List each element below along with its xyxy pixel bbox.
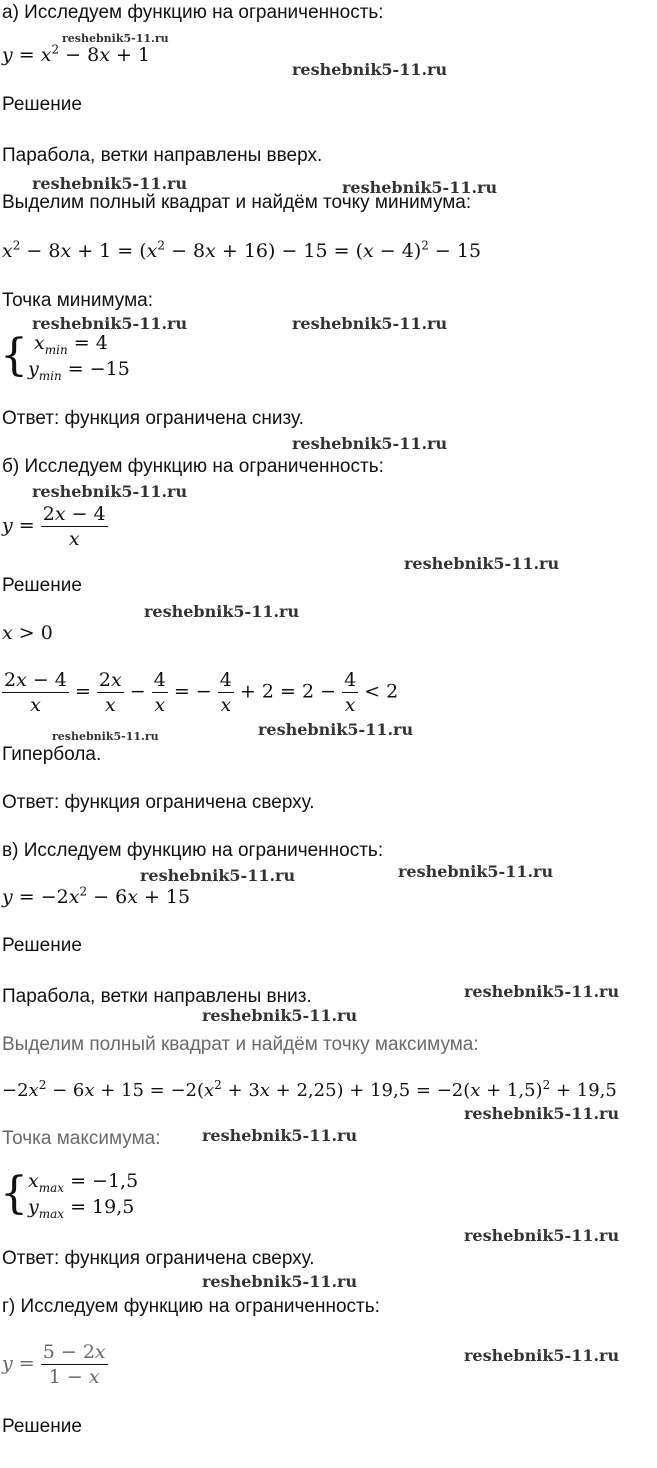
text-complete-square-min: Выделим полный квадрат и найдём точку минимума: xyxy=(2,192,472,213)
answer-v: Ответ: функция ограничена сверху. xyxy=(2,1248,315,1269)
answer-a: Ответ: функция ограничена снизу. xyxy=(2,408,304,429)
watermark-text: reshebnik5-11.ru xyxy=(292,434,448,453)
watermark-text: reshebnik5-11.ru xyxy=(52,730,159,743)
heading-v: в) Исследуем функцию на ограниченность: xyxy=(2,840,384,861)
function-g: y = $\frac{5 - 2x}{1 - x}$ xyxy=(2,1341,106,1388)
function-b: y = $\frac{2x - 4}{x}$ xyxy=(2,503,106,550)
function-v: $y = -2x^2 - 6x + 15$ xyxy=(2,884,191,908)
watermark-text: reshebnik5-11.ru xyxy=(32,482,188,501)
min-point-label: Точка минимума: xyxy=(2,290,153,311)
watermark-text: reshebnik5-11.ru xyxy=(258,720,414,739)
equation-a: $x^2 - 8x + 1 = (x^2 - 8x + 16) - 15 = (x - 4)^2 - 15$ xyxy=(2,238,482,262)
watermark-text: reshebnik5-11.ru xyxy=(202,1006,358,1025)
watermark-text: reshebnik5-11.ru xyxy=(144,602,300,621)
solution-label-a: Решение xyxy=(2,94,82,115)
watermark-text: reshebnik5-11.ru xyxy=(32,174,188,193)
watermark-text: reshebnik5-11.ru xyxy=(292,314,448,333)
solution-label-b: Решение xyxy=(2,575,82,596)
watermark-text: reshebnik5-11.ru xyxy=(464,1226,620,1245)
heading-b: б) Исследуем функцию на ограниченность: xyxy=(2,456,384,477)
equation-b: $\frac{2x - 4}{x}$ = $\frac{2x}{x}$ − $\frac{4}{x}$ = − $\frac{4}{x}$ + 2 = 2 − $\frac{4}{x}$ < 2 xyxy=(4,669,399,716)
text-complete-square-max: Выделим полный квадрат и найдём точку максимума: xyxy=(2,1034,479,1055)
text-parabola-down: Парабола, ветки направлены вниз. xyxy=(2,986,312,1007)
max-point-label: Точка максимума: xyxy=(2,1128,161,1149)
watermark-text: reshebnik5-11.ru xyxy=(464,1104,620,1123)
answer-b: Ответ: функция ограничена сверху. xyxy=(2,792,315,813)
watermark-text: reshebnik5-11.ru xyxy=(464,1346,620,1365)
system-min: { $x_{min} = 4$ $y_{min} = -15$ xyxy=(0,330,130,383)
heading-g: г) Исследуем функцию на ограниченность: xyxy=(2,1296,380,1317)
watermark-text: reshebnik5-11.ru xyxy=(404,554,560,573)
text-parabola-up: Парабола, ветки направлены вверх. xyxy=(2,145,323,166)
watermark-text: reshebnik5-11.ru xyxy=(202,1126,358,1145)
watermark-text: reshebnik5-11.ru xyxy=(464,982,620,1001)
watermark-text: reshebnik5-11.ru xyxy=(398,862,554,881)
text-hyperbola: Гипербола. xyxy=(2,744,102,765)
watermark-text: reshebnik5-11.ru xyxy=(32,314,188,333)
watermark-text: reshebnik5-11.ru xyxy=(202,1272,358,1291)
solution-label-g: Решение xyxy=(2,1416,82,1437)
watermark-text: reshebnik5-11.ru xyxy=(140,866,296,885)
system-max: { $x_{max} = -1,5$ $y_{max} = 19,5$ xyxy=(0,1168,139,1221)
solution-label-v: Решение xyxy=(2,935,82,956)
heading-a: а) Исследуем функцию на ограниченность: xyxy=(2,2,384,23)
function-a: $y = x^2 - 8x + 1$ xyxy=(2,42,150,66)
equation-v: $-2x^2 - 6x + 15 = -2(x^2 + 3x + 2,25) + 19,5 = -2(x + 1,5)^2 + 19,5$ xyxy=(2,1078,617,1101)
watermark-text: reshebnik5-11.ru xyxy=(342,178,498,197)
watermark-text: reshebnik5-11.ru xyxy=(62,32,169,45)
condition-b: x > 0 xyxy=(2,622,53,644)
watermark-text: reshebnik5-11.ru xyxy=(292,60,448,79)
